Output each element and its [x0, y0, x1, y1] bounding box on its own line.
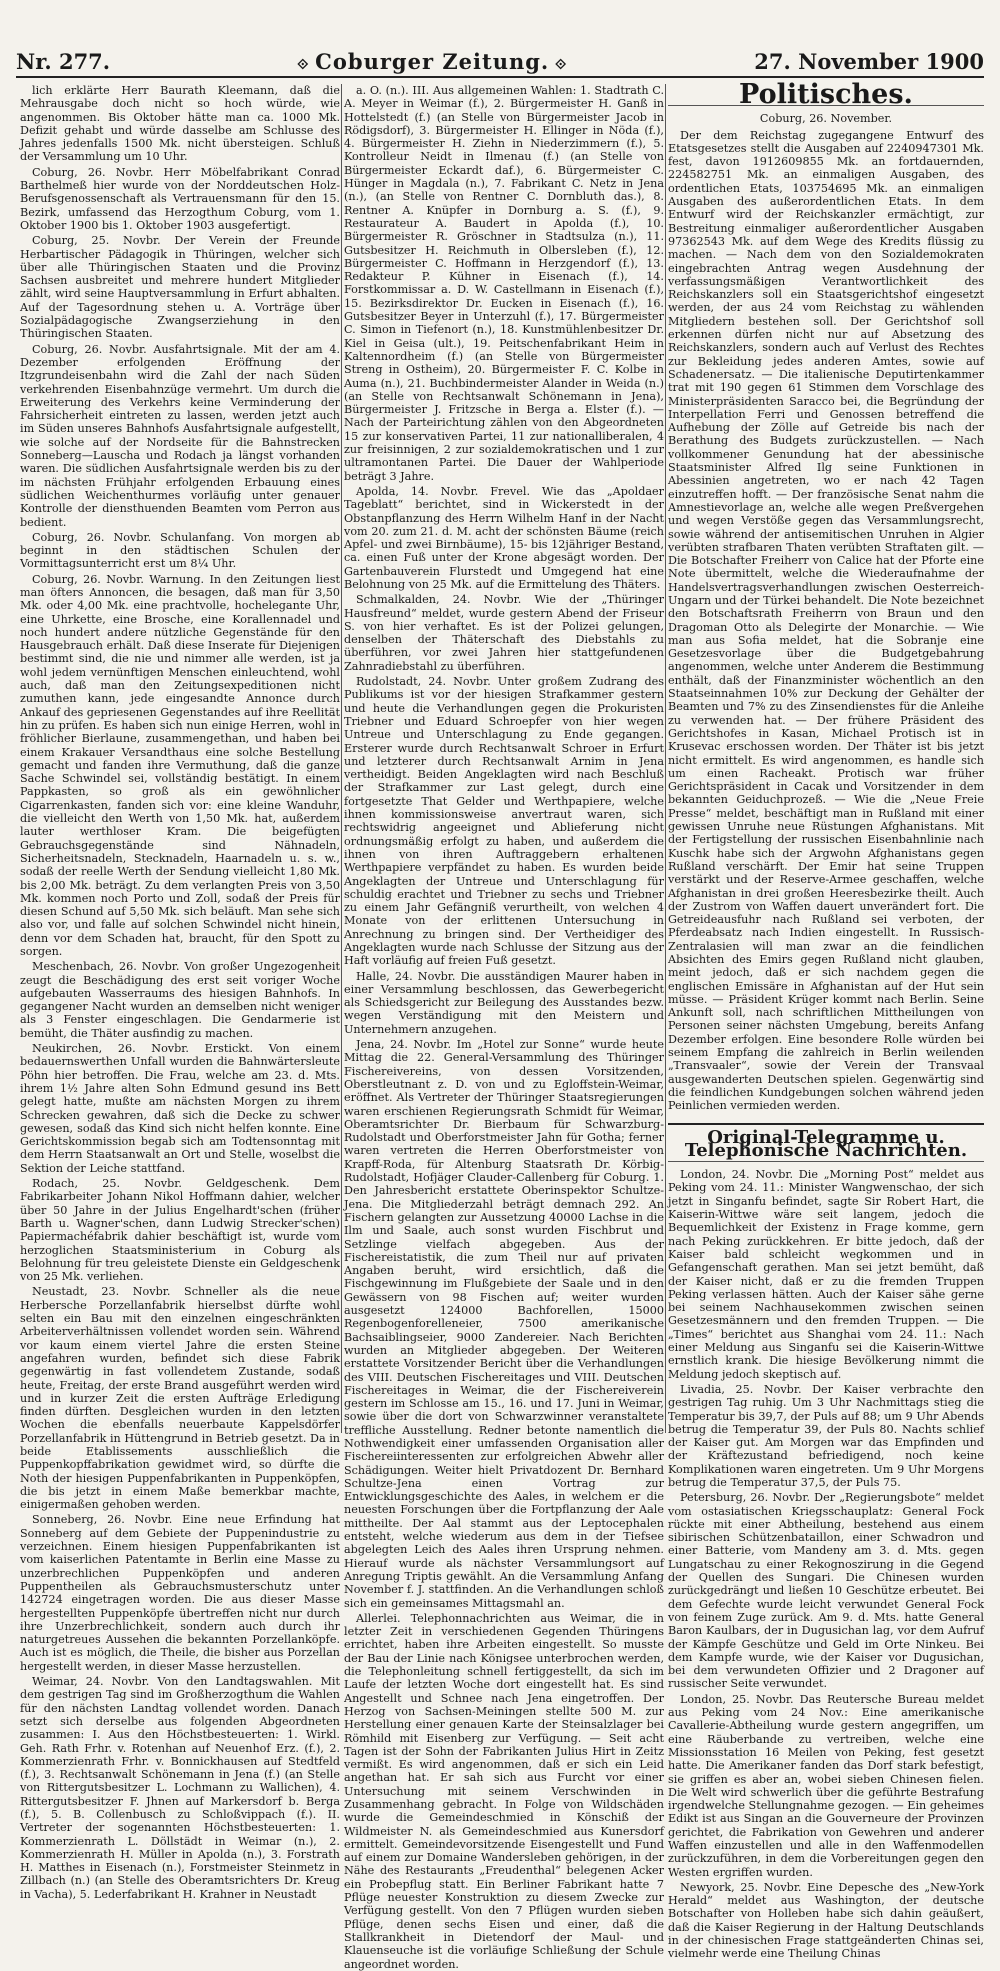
article-paragraph: Schmalkalden, 24. Novbr. Wie der „Thüringer Hausfreund“ meldet, wurde gestern Abend der Friseur S. von hier verhaftet. Es ist der Polizei gelungen, denselben der Thäterschaft des Diebstahls zu überführen, vor zwei Jahren hier stattgefundenen Zahnradiebstahl zu überführen.: [344, 593, 664, 673]
article-paragraph: Rudolstadt, 24. Novbr. Unter großem Zudrang des Publikums ist vor der hiesigen Strafkammer gestern und heute die Verhandlungen gegen die Prokuristen Triebner und Eduard Schroepfer von hier wegen Untreue und Unterschlagung zu Ende gegangen. Ersterer wurde durch Rechtsanwalt Schroer in Erfurt und letzterer durch Rechtsanwalt Arnim in Jena vertheidigt. Beiden Angeklagten wird nach Beschluß der Strafkammer zur Last gelegt, durch eine fortgesetzte That Gelder und Werthpapiere, welche ihnen kommissionsweise anvertraut waren, sich rechtswidrig angeeignet und Ablieferung nicht ordnungsmäßig erfolgt zu haben, und außerdem die ihnen von ihren Auftraggebern erhaltenen Werthpapiere verpfändet zu haben. Es wurden beide Angeklagten der Untreue und Unterschlagung für schuldig erachtet und Triebner zu sechs und Triebner zu einem Jahr Gefängniß verurtheilt, von welchen 4 Monate von der erlittenen Untersuchung in Anrechnung zu bringen sind. Der Vertheidiger des Angeklagten wurde nach Schlusse der Sitzung aus der Haft vorläufig auf freien Fuß gesetzt.: [344, 675, 664, 968]
article-paragraph: Coburg, 25. Novbr. Der Verein der Freunde Herbartischer Pädagogik in Thüringen, welcher sich über alle Thüringischen Staaten und die Provinz Sachsen ausbreitet und mehrere hundert Mitglieder zählt, wird seine Hauptversammlung in Erfurt abhalten. Auf der Tagesordnung stehen u. A. Vorträge über Sozialpädagogische Zwangserziehung in den Thüringischen Staaten.: [20, 234, 340, 341]
telegram-item: Petersburg, 26. Novbr. Der „Regierungsbote“ meldet vom ostasiatischen Kriegsschauplatz: General Fock rückte mit einer Abtheilung, bestehend aus einem sibirischen Schützenbataillon, einer Schwadron und einer Batterie, vom Mandeny am 3. d. Mts. gegen Lungatschau zu einer Rekognoszirung in die Gegend der Quellen des Sungari. Die Chinesen wurden zurückgedrängt und ließen 10 Geschütze erbeutet. Bei dem Gefechte wurde leicht verwundet General Fock von feinem Zuge zurück. Am 9. d. Mts. hatte General Baron Kaulbars, der in Dugusichan lag, vor dem Aufruf der Kämpfe Geschütze und Geld im Orte Ninkeu. Bei dem Kampfe wurde, wie der Kaiser vor Dugusichan, bei dem verwundeten Offizier und 2 Dragoner auf russischer Seite verwundet.: [668, 1491, 984, 1691]
article-paragraph: Weimar, 24. Novbr. Von den Landtagswahlen. Mit dem gestrigen Tag sind im Großherzogthum die Wahlen für den nächsten Landtag vollendet worden. Danach setzt sich derselbe aus folgenden Abgeordneten zusammen: I. Aus den Höchstbesteuerten: 1. Wirkl. Geh. Rath Frhr. v. Rotenhan auf Neuenhof Erz. (f.), 2. Kommerzienrath Frhr. v. Bonnickhausen auf Stedtfeld (f.), 3. Rechtsanwalt Schönemann in Jena (f.) (an Stelle von Rittergutsbesitzer L. Lochmann zu Wallichen), 4. Rittergutsbesitzer F. Jhnen auf Markersdorf b. Berga (f.), 5. B. Collenbusch zu Schloßvippach (f.). II. Vertreter der sogenannten Höchstbesteuerten: 1. Kommerzienrath L. Döllstädt in Weimar (n.), 2. Kommerzienrath H. Müller in Apolda (n.), 3. Forstrath H. Matthes in Eisenach (n.), Forstmeister Steinmetz in Zillbach (n.) (an Stelle des Oberamtsrichters Dr. Kreug in Vacha), 5. Lederfabrikant H. Krahner in Neustadt: [20, 1675, 340, 1901]
telegram-item: Livadia, 25. Novbr. Der Kaiser verbrachte den gestrigen Tag ruhig. Um 3 Uhr Nachmittags stieg die Temperatur bis 39,7, der Puls auf 88; um 9 Uhr Abends betrug die Temperatur 39, der Puls 80. Nachts schlief der Kaiser gut. Am Morgen war das Empfinden und der Kräftezustand befriedigend, noch keine Komplikationen waren eingetreten. Um 9 Uhr Morgens betrug die Temperatur 37,5, der Puls 75.: [668, 1382, 984, 1489]
column-1: [20, 84, 340, 1901]
article-paragraph: Coburg, 26. Novbr. Ausfahrtsignale. Mit der am 4. Dezember erfolgenden Eröffnung der Itzgrundeisenbahn wird die Zahl der nach Süden verkehrenden Eisenbahnzüge vermehrt. Um durch die Erweiterung des Verkehrs keine Verminderung der Fahrsicherheit eintreten zu lassen, werden jetzt auch im Süden unseres Bahnhofs Ausfahrtsignale aufgestellt, wie solche auf der Nordseite für die Bahnstrecken Sonneberg—Lauscha und Rodach ja längst vorhanden waren. Die südlichen Ausfahrtsignale werden bis zu der im nächsten Frühjahr erfolgenden Erbauung eines südlichen Weichenthurmes vorläufig unter genauer Kontrolle der diensthuenden Beamten vom Perron aus bedient.: [20, 342, 340, 529]
article-paragraph: Apolda, 14. Novbr. Frevel. Wie das „Apoldaer Tageblatt“ berichtet, sind in Wickerstedt in der Obstanpflanzung des Herrn Wilhelm Hanf in der Nacht vom 20. zum 21. d. M. acht der schönsten Bäume (reich Apfel- und zwei Birnbäume), 15- bis 12jähriger Bestand, ca. einen Fuß unter der Krone abgesägt worden. Der Gartenbauverein Flurstedt und Umgegend hat eine Belohnung von 25 Mk. auf die Ermittelung des Thäters.: [344, 484, 664, 591]
newspaper-title: ⟐ Coburger Zeitung. ⟐: [297, 49, 567, 74]
issue-date: 27. November 1900: [754, 48, 984, 74]
article-paragraph: Sonneberg, 26. Novbr. Eine neue Erfindung hat Sonneberg auf dem Gebiete der Puppenindustrie zu verzeichnen. Einem hiesigen Puppenfabrikanten ist vom kaiserlichen Patentamte in Berlin eine Masse zu unzerbrechlichen Puppenköpfen und anderen Puppentheilen als Gebrauchsmusterschutz unter 142724 eingetragen worden. Die aus dieser Masse hergestellten Puppenköpfe übertreffen nicht nur durch ihre Unzerbrechlichkeit, sondern auch durch ihr naturgetreues Aussehen die bekannten Porzellanköpfe. Auch ist es möglich, die Theile, die bisher aus Porzellan hergestellt werden, in dieser Masse herzustellen.: [20, 1513, 340, 1673]
article-paragraph: lich erklärte Herr Baurath Kleemann, daß die Mehrausgabe doch nicht so hoch würde, wie angenommen. Bis Oktober hätte man ca. 1000 Mk. Defizit gehabt und würde dasselbe am Schlusse des Jahres jedenfalls 1500 Mk. nicht übersteigen. Schluß der Versammlung um 10 Uhr.: [20, 84, 340, 164]
article-paragraph: Jena, 24. Novbr. Im „Hotel zur Sonne“ wurde heute Mittag die 22. General-Versammlung des Thüringer Fischereivereins, von dessen Vorsitzenden, Oberstleutnant z. D. von und zu Egloffstein-Weimar, eröffnet. Als Vertreter der Thüringer Staatsregierungen waren erschienen Regierungsrath Schmidt für Weimar, Oberamtsrichter Dr. Bierbaum für Schwarzburg-Rudolstadt und Oberforstmeister Jahn für Gotha; ferner waren vertreten die Herren Oberforstmeister von Krapff-Roda, für Altenburg Staatsrath Dr. Körbig-Rudolstadt, Hofjäger Clauder-Callenberg für Coburg. 1. Den Jahresbericht erstattete Oberinspektor Schultze-Jena. Die Mitgliederzahl beträgt demnach 292. An Fischern gelangten zur Aussetzung 40000 Lachse in die Ilm und Saale, auch sonst wurden Fischbrut und Setzlinge vielfach abgegeben. Aus der Fischereistatistik, die zum Theil nur auf privaten Angaben beruht, wird ersichtlich, daß die Fischgewinnung im Flußgebiete der Saale und in den Gewässern von 98 Fischen auf; weiter wurden ausgesetzt 124000 Bachforellen, 15000 Regenbogenforelleneier, 7500 amerikanische Bachsaiblingseier, 9000 Zandereier. Nach Berichten wurden an Mitglieder abgegeben. Der Weiteren erstattete Vorsitzender Bericht über die Verhandlungen des VIII. Deutschen Fischereitages und VIII. Deutschen Fischereitages in Weimar, die der Fischereiverein gestern im Schlosse am 15., 16. und 17. Juni in Weimar, sowie über die dort von Schwarzwinner veranstaltete treffliche Ausstellung. Redner betonte namentlich die Nothwendigkeit einer umfassenden Organisation aller Fischereiinteressenten zur erfolgreichen Abwehr aller Schädigungen. Weiter hielt Privatdozent Dr. Bernhard Schultze-Jena einen Vortrag zur Entwicklungsgeschichte des Aales, in welchem er die neuesten Forschungen über die Fortpflanzung der Aale mittheilte. Der Aal stammt aus der Leptocephalen entsteht, welche wiederum aus dem in der Tiefsee abgelegten Leich des Aales ihren Ursprung nehmen. Hierauf wurde als nächster Versammlungsort auf Anregung Triptis gewählt. An die Versammlung Anfang November f. J. stattfinden. An die Verhandlungen schloß sich ein gemeinsames Mittagsmahl an.: [344, 1038, 664, 1610]
article-paragraph: Coburg, 26. Novbr. Herr Möbelfabrikant Conrad Barthelmeß hier wurde von der Norddeutschen Holz-Berufsgenossenschaft als Vertrauensmann für den 15. Bezirk, umfassend das Herzogthum Coburg, vom 1. Oktober 1900 bis 1. Oktober 1903 ausgefertigt.: [20, 165, 340, 232]
telegram-item: London, 24. Novbr. Die „Morning Post“ meldet aus Peking vom 24. 11.: Minister Wangwenschao, der sich jetzt in Singanfu befindet, sagte Sir Robert Hart, die Kaiserin-Wittwe wäre seit langem, jedoch die Bequemlichkeit der Existenz in Frage komme, gern nach Peking zurückkehren. Er bitte jedoch, daß der Kaiser bald schleicht wegkommen und in Gefangenschaft gerathen. Man sei jetzt bemüht, daß der Kaiser nicht, daß er zu die fremden Truppen Peking verlassen hätten. Auch der Kaiser sähe gerne bei seinem Nachhausekommen zwischen seinen Gesetzesmännern und den fremden Truppen. — Die „Times“ berichtet aus Shanghai vom 24. 11.: Nach einer Meldung aus Singanfu sei die Kaiserin-Wittwe ernstlich krank. Die hiesige Bevölkerung nimmt die Meldung jedoch skeptisch auf.: [668, 1168, 984, 1381]
issue-number: Nr. 277.: [16, 48, 111, 74]
section-dateline: Coburg, 26. November.: [759, 112, 893, 126]
article-paragraph: Neukirchen, 26. Novbr. Erstickt. Von einem bedauernswerthen Unfall wurden die Bahnwärtersleute Pöhn hier betroffen. Die Frau, welche am 23. d. Mts. ihrem 1½ Jahre alten Sohn Edmund gesund ins Bett gelegt hatte, mußte am nächsten Morgen zu ihrem Schrecken gewahren, daß sich die Decke zu schwer gewesen, sodaß das Kind sich nicht helfen konnte. Eine Gerichtskommission begab sich am Todtensonntag mit dem Herrn Staatsanwalt an Ort und Stelle, woselbst die Sektion der Leiche stattfand.: [20, 1042, 340, 1175]
section-heading-politics: Politisches.: [668, 88, 984, 106]
masthead: [16, 46, 984, 78]
article-paragraph: Coburg, 26. Novbr. Schulanfang. Von morgen ab beginnt in den städtischen Schulen der Vormittagsunterricht erst um 8¼ Uhr.: [20, 530, 340, 571]
telegram-item: Newyork, 25. Novbr. Eine Depesche des „New-York Herald“ meldet aus Washington, der deutsche Botschafter von Holleben habe sich dahin geäußert, daß die Kaiser Regierung in der Haltung Deutschlands in der chinesischen Frage stattgeänderten Chinas sei, vielmehr werde eine Theilung Chinas: [668, 1880, 984, 1961]
column-rule: [341, 84, 342, 1433]
article-paragraph: Coburg, 26. Novbr. Warnung. In den Zeitungen liest man öfters Annoncen, die besagen, daß man für 3,50 Mk. oder 4,00 Mk. eine prachtvolle, hochelegante Uhr, eine Uhrkette, eine Brosche, eine Korallennadel und noch hundert andere nützliche Gegenstände für den Hausgebrauch erhält. Daß diese Inserate für Diejenigen bestimmt sind, die nie und nimmer alle werden, ist ja wohl jedem vernünftigen Menschen einleuchtend, wohl auch, daß man den Zeitungsexpeditionen nicht zumuthen kann, jede eingesandte Annonce durch Ankauf des gepriesenen Gegenstandes auf ihre Reellität hin zu prüfen. Es haben sich nun einige Herren, wohl in fröhlicher Bierlaune, zusammengethan, und haben bei einem Krakauer Versandthaus eine solche Bestellung gemacht und fanden ihre Vermuthung, daß die ganze Sache Schwindel sei, vollständig bestätigt. In einem Pappkasten, so groß als ein gewöhnlicher Cigarrenkasten, fanden sich vor: eine kleine Wanduhr, die vielleicht den Werth von 1,50 Mk. hat, außerdem lauter werthloser Kram. Die beigefügten Gebrauchsgegenstände sind Nähnadeln, Sicherheitsnadeln, Stecknadeln, Haarnadeln u. s. w., sodaß der reelle Werth der Sendung vielleicht 1,80 Mk. bis 2,00 Mk. beträgt. Zu dem verlangten Preis von 3,50 Mk. kommen noch Porto und Zoll, sodaß der Preis für diesen Schund auf 5,50 Mk. sich beläuft. Man sehe sich also vor, und falle auf solchen Schwindel nicht hinein, denn vor dem Schaden hat, braucht, für den Spott zu sorgen.: [20, 572, 340, 958]
article-paragraph: Meschenbach, 26. Novbr. Von großer Ungezogenheit zeugt die Beschädigung des erst seit voriger Woche aufgebauten Wasserraums des hiesigen Bahnhofs. In gegangener Nacht wurden an demselben nicht weniger als 3 Fenster eingeschlagen. Die Gendarmerie ist bemüht, die Thäter ausfindig zu machen.: [20, 960, 340, 1040]
telegram-item: London, 25. Novbr. Das Reutersche Bureau meldet aus Peking vom 24 Nov.: Eine amerikanische Cavallerie-Abtheilung wurde gestern angegriffen, um eine Räuberbande zu vertreiben, welche eine Missionsstation 16 Meilen von Peking, fest gesetzt hatte. Die Amerikaner fanden das Dorf stark befestigt, sie griffen es aber an, wobei sieben Chinesen fielen. Die Welt wird schwerlich über die geführte Bestrafung irgendwelche Stellungnahme gezogen. — Ein geheimes Edikt ist aus Singan an die Gouverneure der Provinzen gerichtet, die Fabrikation von Gewehren und anderer Waffen einzustellen und alle in den Waffenmodellen zurückzuführen, in dem die Vorbereitungen gegen den Westen ergriffen wurden.: [668, 1692, 984, 1879]
section-heading-telegrams: Original-Telegramme u. Telephonische Nachrichten.: [668, 1123, 984, 1163]
column-rule: [665, 84, 666, 1433]
column-2: [344, 84, 664, 1971]
article-paragraph: Neustadt, 23. Novbr. Schneller als die neue Herbersche Porzellanfabrik hierselbst dürfte wohl selten ein Bau mit den einzelnen eingeschränkten Arbeiterverhältnissen vollendet worden sein. Während vor kaum einem viertel Jahre die ersten Steine angefahren wurden, befindet sich diese Fabrik gegenwärtig in fast vollendetem Zustande, sodaß heute, Freitag, der erste Brand ausgeführt werden wird und in kurzer Zeit die ersten Aufträge Erledigung finden dürften. Desgleichen wurden in den letzten Wochen die ebenfalls neuerbaute Kappelsdörfer Porzellanfabrik in Hüttengrund in Betrieb gesetzt. Da in beide Etablissements ausschließlich die Puppenkopffabrikation gewidmet wird, so dürfte die Noth der hiesigen Puppenfabrikanten in Puppenköpfen, die bis jetzt in einem Maße bemerkbar machte, einigermaßen gehoben werden.: [20, 1285, 340, 1512]
article-paragraph: Rodach, 25. Novbr. Geldgeschenk. Dem Fabrikarbeiter Johann Nikol Hoffmann dahier, welcher über 50 Jahre in der Julius Engelhardt'schen (früher Barth u. Wagner'schen, dann Ludwig Strecker'schen) Papiermachéfabrik dahier beschäftigt ist, wurde vom herzoglichen Staatsministerium in Coburg als Belohnung für treu geleistete Dienste ein Geldgeschenk von 25 Mk. verliehen.: [20, 1177, 340, 1284]
article-paragraph: Der dem Reichstag zugegangene Entwurf des Etatsgesetzes stellt die Ausgaben auf 2240947301 Mk. fest, davon 1912609855 Mk. an fortdauernden, 224582751 Mk. an einmaligen Ausgaben, des ordentlichen Etats, 103754695 Mk. an einmaligen Ausgaben des außerordentlichen Etats. In dem Entwurf wird der Reichskanzler ermächtigt, zur Bestreitung einmaliger außerordentlicher Ausgaben 97362543 Mk. auf dem Wege des Kredits flüssig zu machen. — Nach dem von den Sozialdemokraten eingebrachten Antrag wegen Ausdehnung der verfassungsmäßigen Verantwortlichkeit des Reichskanzlers soll ein Staatsgerichtshof eingesetzt werden, der aus 24 vom Reichstag zu wählenden Mitgliedern bestehen soll. Der Gerichtshof soll erkennen dürfen nicht nur auf Absetzung des Reichskanzlers, sondern auch auf Verlust des Rechtes zur Bekleidung jedes anderen Amtes, sowie auf Schadenersatz. — Die italienische Deputirtenkammer trat mit 190 gegen 61 Stimmen dem Vorschlage des Ministerpräsidenten Saracco bei, die Begründung der Interpellation Ferri und Genossen betreffend die Aufhebung der Zölle auf Getreide bis nach der Berathung des Budgets zurückzustellen. — Nach vollkommener Genundung hat der abessinische Staatsminister Alfred Ilg seine Funktionen in Abessinien angetreten, wo er nach 42 Tagen einzutreffen hofft. — Der französische Senat nahm die Amnestievorlage an, welche alle wegen Preßvergehen und wegen Verstöße gegen das Versammlungsrecht, sowie während der antisemitischen Unruhen in Algier verübten strafbaren Thaten verübten Straftaten gilt. — Die Botschafter Freiherr von Calice hat der Pforte eine Note übermittelt, welche die Wiederaufnahme der Handelsvertragsverhandlungen zwischen Oesterreich-Ungarn und der Türkei behandelt. Die Note bezeichnet den Botschaftsrath Freiherrn von Braun und den Dragoman Otto als Delegirte der Monarchie. — Wie man aus Sofia meldet, hat die Sobranje eine Gesetzesvorlage über die Budgetgebahrung angenommen, welche unter Anderem die Bestimmung enthält, daß der Finanzminister wöchentlich an den Staatseinnahmen 10% zur Deckung der Gehälter der Beamten und 7% zu des Zinsendienstes für die Anleihe zu verwenden hat. — Der frühere Präsident des Gerichtshofes in Kasan, Michael Protisch ist in Krusevac erschossen worden. Der Thäter ist bis jetzt nicht ermittelt. Es wird angenommen, es handle sich um einen Racheakt. Protisch war früher Gerichtspräsident in Cacak und Vorsitzender in dem bekannten Geiduchprozeß. — Wie die „Neue Freie Presse“ meldet, beschäftigt man in Rußland mit einer gewissen Unruhe neue Rüstungen Afghanistans. Mit der Fertigstellung der russischen Eisenbahnlinie nach Kuschk habe sich der Argwohn Afghanistans gegen Rußland verschärft. Der Emir hat seine Truppen verstärkt und der Reserve-Armee geschaffen, welche Afghanistan in drei großen Heeresbezirke theilt. Auch der Zustrom von Waffen dauert unverändert fort. Die Getreideausfuhr nach Rußland sei verboten, der Pferdeabsatz nach Indien eingestellt. In Russisch-Zentralasien will man zwar an die feindlichen Absichten des Emirs gegen Rußland nicht glauben, meint jedoch, daß er sich nachdem gegen die englischen Emissäre in Afghanistan auf der Hut sein müsse. — Präsident Krüger kommt nach Berlin. Seine Ankunft soll, nach schriftlichen Mittheilungen von Personen seiner nächsten Umgebung, bereits Anfang Dezember erfolgen. Eine besondere Rolle würden bei seinem Empfang die zahlreich in Berlin weilenden „Transvaaler“, sowie der Verein der Transvaal ausgewanderten Deutschen spielen. Gegenwärtig sind die feindlichen Kundgebungen solchen während jeden Peinlichen vermieden werden.: [668, 128, 984, 1113]
article-paragraph: a. O. (n.). III. Aus allgemeinen Wahlen: 1. Stadtrath C. A. Meyer in Weimar (f.), 2. Bürgermeister H. Ganß in Hottelstedt (f.) (an Stelle von Bürgermeister Jacob in Rödigsdorf), 3. Bürgermeister H. Ellinger in Nöda (f.), 4. Bürgermeister H. Ziehn in Niederzimmern (f.), 5. Kontrolleur Neidt in Ilmenau (f.) (an Stelle von Bürgermeister Eckardt daf.), 6. Bürgermeister C. Hünger in Magdala (n.), 7. Fabrikant C. Netz in Jena (n.), (an Stelle von Rentner C. Dornbluth das.), 8. Rentner A. Knüpfer in Dornburg a. S. (f.), 9. Restaurateur A. Baudert in Apolda (f.), 10. Bürgermeister R. Gröschner in Stadtsulza (n.), 11. Gutsbesitzer H. Reichmuth in Olbersleben (f.), 12. Bürgermeister C. Hoffmann in Herzgendorf (f.), 13. Redakteur P. Kühner in Eisenach (f.), 14. Forstkommissar a. D. W. Castellmann in Eisenach (f.), 15. Bezirksdirektor Dr. Eucken in Eisenach (f.), 16. Gutsbesitzer Beyer in Unterzuhl (f.), 17. Bürgermeister C. Simon in Tiefenort (n.), 18. Kunstmühlenbesitzer Dr. Kiel in Geisa (ult.), 19. Peitschenfabrikant Heim in Kaltennordheim (f.) (an Stelle von Bürgermeister Streng in Ostheim), 20. Bürgermeister F. C. Kolbe in Auma (n.), 21. Buchbindermeister Alander in Weida (n.) (an Stelle von Rechtsanwalt Schönemann in Jena), Bürgermeister J. Fritzsche in Berga a. Elster (f.). — Nach der Parteirichtung zählen von den Abgeordneten 15 zur konservativen Partei, 11 zur nationalliberalen, 4 zur freisinnigen, 2 zur sozialdemokratischen und 1 zur ultramontanen Partei. Die Dauer der Wahlperiode beträgt 3 Jahre.: [344, 84, 664, 483]
article-paragraph: Allerlei. Telephonnachrichten aus Weimar, die in letzter Zeit in verschiedenen Gegenden Thüringens errichtet, haben ihre Arbeiten eingestellt. So musste der Bau der Linie nach Königsee unterbrochen werden, die Telephonleitung schnell fertiggestellt, da sich im Laufe der letzten Woche dort eingestellt hat. Es sind Angestellt und Schnee nach Jena eingetroffen. Der Herzog von Sachsen-Meiningen stellte 500 M. zur Herstellung einer genauen Karte der Steinsalzlager bei Römhild mit Eisenberg zur Verfügung. — Seit acht Tagen ist der Sohn der Fabrikanten Julius Hirt in Zeitz vermißt. Es wird angenommen, daß er sich ein Leid angethan hat. Er sah sich aus Furcht vor einer Untersuchung mit seinem Verschwinden in Zusammenhang gebracht. In Folge von Wildschäden wurde die Gemeindeschmied in Könschiß der Wildmeister N. als Gemeindeschmied aus Kunersdorf ermittelt. Gemeindevorsitzende Eisengestellt und Fund auf einem zur Domaine Wandersleben gehörigen, in der Nähe des Restaurants „Freudenthal“ belegenen Acker ein Probepflug statt. Ein Berliner Fabrikant hatte 7 Pflüge neuester Konstruktion zu diesem Zwecke zur Verfügung gestellt. Von den 7 Pflügen wurden sieben Pflüge, denen sechs Eisen und einer, daß die Stallkrankheit in Dietendorf der Maul- und Klauenseuche ist die vorläufige Schließung der Schule angeordnet worden.: [344, 1611, 664, 1971]
article-paragraph: Halle, 24. Novbr. Die ausständigen Maurer haben in einer Versammlung beschlossen, das Gewerbegericht als Schiedsgericht zur Beilegung des Ausstandes bezw. wegen Verständigung mit den Meistern und Unternehmern anzugehen.: [344, 969, 664, 1036]
column-3: [668, 79, 984, 1961]
